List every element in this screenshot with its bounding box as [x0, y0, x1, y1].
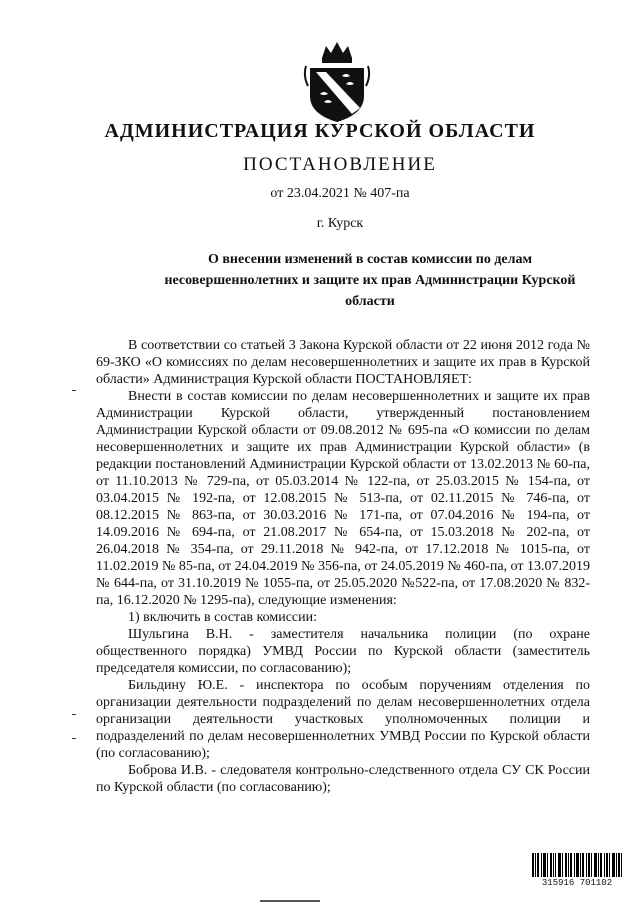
- subject-line: несовершеннолетних и защите их прав Администрации Курской: [164, 273, 576, 288]
- barcode-number: 315916 701102: [541, 878, 613, 888]
- body-paragraph: Внести в состав комиссии по делам несовершеннолетних и защите их прав Администрации Курской области, утвержденный постановлением Администрации Курской области от 09.08.2012 № 695-па «О комиссии по делам несовершеннолетних и защите их прав Администрации Курской области» (в редакции постановлений Администрации Курской области от 13.02.2013 № 60-па, от 11.10.2013 № 729-па, от 05.03.2014 № 122-па, от 25.03.2015 № 154-па, от 03.04.2015 № 192-па, от 12.08.2015 № 513-па, от 02.11.2015 № 746-па, от 08.12.2015 № 863-па, от 30.03.2016 № 171-па, от 07.04.2016 № 194-па, от 14.09.2016 № 694-па, от 21.08.2017 № 654-па, от 15.03.2018 № 202-па, от 26.04.2018 № 354-па, от 29.11.2018 № 942-па, от 17.12.2018 № 1015-па, от 11.02.2019 № 85-па, от 24.04.2019 № 356-па, от 24.05.2019 № 460-па, от 13.07.2019 № 644-па, от 31.10.2019 № 1055-па, от 25.05.2020 №522-па, от 17.08.2020 № 832-па, 16.12.2020 № 1295-па), следующие изменения:: [96, 389, 590, 608]
- document-date-number: от 23.04.2021 № 407-па: [270, 186, 410, 201]
- subject-line: области: [345, 294, 395, 309]
- margin-mark: [72, 390, 76, 391]
- body-paragraph: Бильдину Ю.Е. - инспектора по особым поручениям отделения по организации деятельности подразделений по делам несовершеннолетних отдела организации деятельности участковых уполномоченных полиции и подразделений по делам несовершеннолетних УМВД России по Курской области (по согласованию);: [96, 678, 590, 761]
- barcode: [532, 853, 622, 893]
- document-city: г. Курск: [316, 216, 364, 231]
- margin-mark: [72, 714, 76, 715]
- organization-title: АДМИНИСТРАЦИЯ КУРСКОЙ ОБЛАСТИ: [104, 120, 536, 142]
- document-subject: [150, 249, 590, 312]
- margin-mark: [72, 738, 76, 739]
- body-paragraph: 1) включить в состав комиссии:: [128, 610, 317, 625]
- scan-artifact: [260, 900, 320, 902]
- document-type: ПОСТАНОВЛЕНИЕ: [243, 154, 437, 175]
- body-paragraph: Шульгина В.Н. - заместителя начальника полиции (по охране общественного порядка) УМВД России по Курской области (заместитель председателя комиссии, по согласованию);: [96, 627, 590, 676]
- subject-line: О внесении изменений в состав комиссии по делам: [207, 252, 533, 267]
- body-paragraph: Боброва И.В. - следователя контрольно-следственного отдела СУ СК России по Курской области (по согласованию);: [96, 763, 590, 795]
- body-paragraph: В соответствии со статьей 3 Закона Курской области от 22 июня 2012 года № 69-ЗКО «О комиссиях по делам несовершеннолетних и защите их прав в Курской области» Администрация Курской области ПОСТАНОВЛЯЕТ:: [96, 338, 590, 387]
- barcode-bars: [532, 853, 622, 877]
- coat-of-arms-emblem: [302, 38, 372, 124]
- document-body: [96, 337, 590, 796]
